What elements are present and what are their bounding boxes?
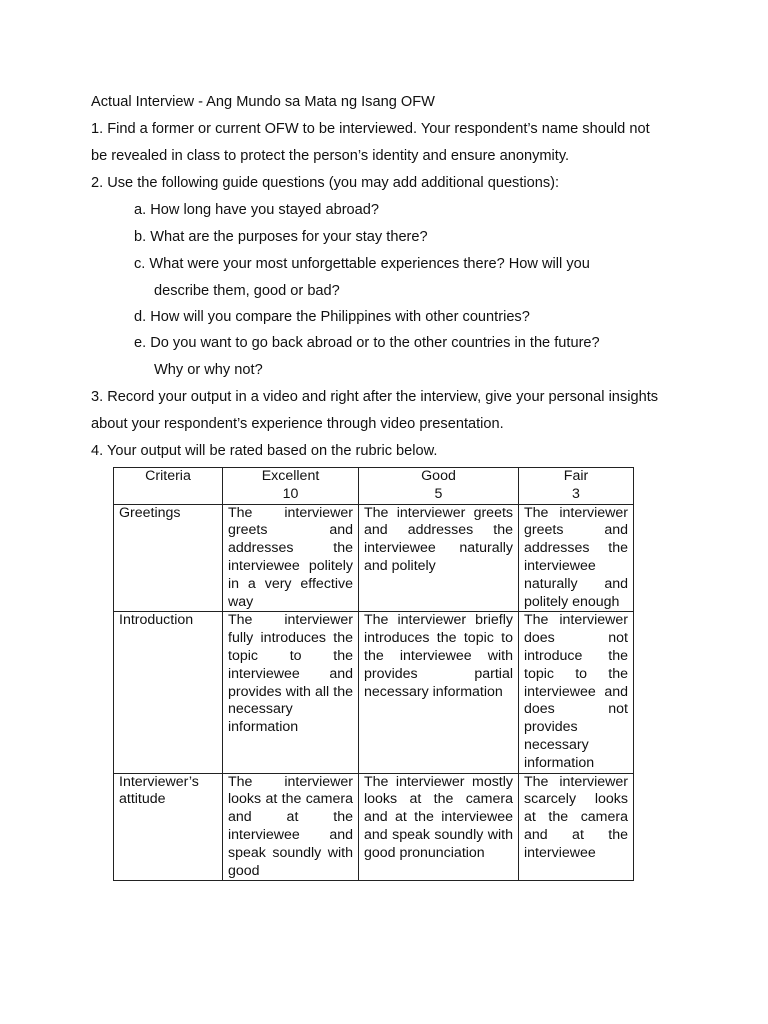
question-e-line-2: Why or why not? [154, 362, 263, 378]
step-2: 2. Use the following guide questions (you may add additional questions): [91, 175, 560, 191]
good-header-label: Good [421, 468, 456, 484]
excellent-header [223, 468, 359, 505]
table-row [114, 773, 634, 881]
excellent-header-label: Excellent [261, 468, 320, 484]
fair-header-label: Fair [563, 468, 589, 484]
good-cell: The interviewer mostly looks at the camera and at the interviewee and speak soundly with good pronunciation [359, 773, 519, 881]
question-c-line-1: c. What were your most unforgettable experiences there? How will you [134, 256, 590, 272]
step-1-line-1: 1. Find a former or current OFW to be interviewed. Your respondent’s name should not [91, 121, 650, 137]
step-3-line-1: 3. Record your output in a video and right after the interview, give your personal insights [91, 389, 659, 405]
good-cell: The interviewer briefly introduces the topic to the interviewee with provides partial necessary information [359, 612, 519, 773]
criteria-header-label: Criteria [145, 468, 191, 484]
fair-cell: The interviewer greets and addresses the interviewee naturally and politely enough [519, 504, 634, 612]
excellent-cell: The interviewer fully introduces the topic to the interviewee and provides with all the necessary information [223, 612, 359, 773]
good-header [359, 468, 519, 505]
good-cell: The interviewer greets and addresses the interviewee naturally and politely [359, 504, 519, 612]
table-row [114, 612, 634, 773]
excellent-points: 10 [282, 485, 299, 502]
good-points: 5 [434, 485, 443, 502]
document-title: Actual Interview - Ang Mundo sa Mata ng Isang OFW [91, 94, 435, 110]
step-3-line-2: about your respondent’s experience through video presentation. [91, 416, 504, 432]
question-b: b. What are the purposes for your stay there? [134, 229, 428, 245]
rubric-header-row [114, 468, 634, 505]
fair-header [519, 468, 634, 505]
fair-cell: The interviewer does not introduce the topic to the interviewee and does not provides necessary information [519, 612, 634, 773]
question-c-line-2: describe them, good or bad? [154, 283, 340, 299]
fair-cell: The interviewer scarcely looks at the camera and at the interviewee [519, 773, 634, 881]
criteria-cell: Interviewer’s attitude [114, 773, 223, 881]
step-1-line-2: be revealed in class to protect the person’s identity and ensure anonymity. [91, 148, 570, 164]
fair-points: 3 [572, 485, 580, 502]
step-4: 4. Your output will be rated based on the rubric below. [91, 443, 438, 459]
excellent-cell: The interviewer greets and addresses the interviewee politely in a very effective way [223, 504, 359, 612]
question-e-line-1: e. Do you want to go back abroad or to the other countries in the future? [134, 335, 600, 351]
criteria-header [114, 468, 223, 505]
criteria-cell: Introduction [114, 612, 223, 773]
question-a: a. How long have you stayed abroad? [134, 202, 380, 218]
rubric-table [113, 467, 634, 881]
excellent-cell: The interviewer looks at the camera and at the interviewee and speak soundly with good [223, 773, 359, 881]
table-row [114, 504, 634, 612]
question-d: d. How will you compare the Philippines with other countries? [134, 309, 530, 325]
criteria-cell: Greetings [114, 504, 223, 612]
